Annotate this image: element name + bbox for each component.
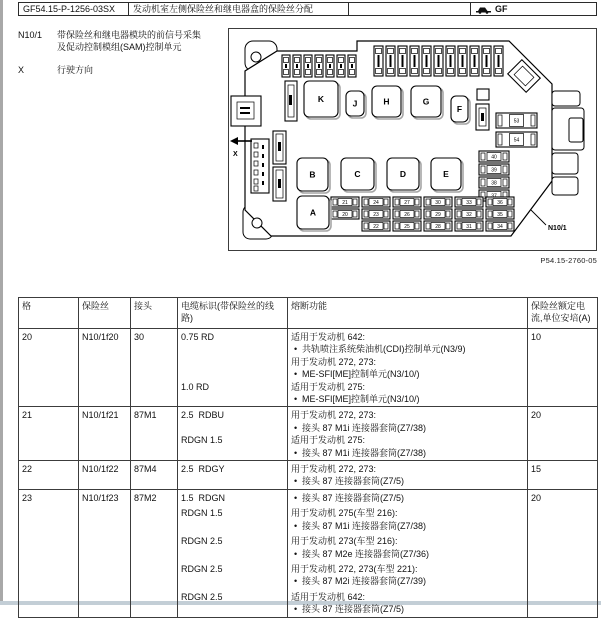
table-row: [19, 407, 598, 461]
svg-text:E: E: [443, 169, 449, 179]
svg-text:53: 53: [513, 118, 520, 125]
svg-text:28: 28: [435, 224, 441, 230]
col-header-cable: 电缆标识(带保险丝的线路): [178, 298, 288, 329]
cell-fuse: N10/1f21: [79, 407, 131, 461]
fuse: [422, 46, 431, 76]
relay-slot: [273, 167, 286, 201]
svg-text:30: 30: [435, 200, 441, 206]
svg-text:22: 22: [373, 224, 379, 230]
fuse: [410, 46, 419, 76]
fuse: [398, 46, 407, 76]
cell-fuse: N10/1f22: [79, 461, 131, 490]
cell-cable: 2.5 RDBU RDGN 1.5: [178, 407, 288, 461]
fuse: [386, 46, 395, 76]
svg-text:J: J: [352, 98, 358, 109]
fuse: [331, 197, 359, 207]
relay-j: [346, 91, 366, 118]
page-left-edge: [0, 0, 3, 605]
svg-text:A: A: [309, 207, 317, 218]
box-label: N10/1: [548, 225, 567, 232]
col-header-function: 熔断功能: [288, 298, 528, 329]
fuse: [496, 132, 537, 147]
relay-d: [387, 158, 421, 192]
cell-fuse: N10/1f23: [79, 489, 131, 617]
cell-cable: 0.75 RD 1.0 RD: [178, 329, 288, 407]
pin-connector: [251, 139, 269, 193]
svg-text:33: 33: [466, 200, 472, 206]
fuse: [482, 46, 491, 76]
fuse: [434, 46, 443, 76]
legend-value: 行驶方向: [57, 65, 94, 75]
svg-text:24: 24: [373, 200, 379, 206]
small-fuse-block: [476, 89, 489, 130]
fuse: [479, 164, 509, 175]
fuse: [479, 151, 509, 162]
table-row: [19, 461, 598, 490]
cell-cable: 2.5 RDGY: [178, 461, 288, 490]
cell-function: 适用于发动机 642: • 共轨喷注系统柴油机(CDI)控制单元(N3/9) 用于发动机 272, 273: • ME-SFI[ME]控制单元(N3/10/) 适用于发动机 275: • ME-SFI[ME]控制单元(N3/10/): [288, 329, 528, 407]
relay-f: [451, 96, 470, 124]
relay-e: [431, 158, 463, 192]
fuse: [374, 46, 383, 76]
col-header-terminal: 接头: [131, 298, 178, 329]
fuse: [337, 55, 345, 77]
legend-key: X: [18, 65, 25, 75]
svg-text:26: 26: [404, 212, 410, 218]
fuse: [470, 46, 479, 76]
table-row: [19, 489, 598, 617]
fuse: [348, 55, 356, 77]
fuse: [393, 197, 421, 207]
car-icon: [475, 5, 492, 14]
fuse: [455, 197, 483, 207]
relay-slot: [285, 81, 297, 121]
cell-function: 用于发动机 272, 273: • 接头 87 M1i 连接器套筒(Z7/38) 适用于发动机 275: • 接头 87 M1i 连接器套筒(Z7/38): [288, 407, 528, 461]
cell-terminal: 87M1: [131, 407, 178, 461]
svg-text:D: D: [399, 169, 407, 179]
legend-value: 带保险丝和继电器模块的前信号采集 及促动控制模组(SAM)控制单元: [57, 30, 202, 52]
left-connector-box: [231, 96, 261, 126]
svg-text:39: 39: [491, 167, 497, 174]
direction-label: X: [233, 151, 238, 158]
cell-grid: 22: [19, 461, 79, 490]
fuse: [293, 55, 301, 77]
fuse: [486, 197, 514, 207]
fuse: [486, 221, 514, 231]
cell-terminal: 87M2: [131, 489, 178, 617]
svg-text:F: F: [456, 104, 463, 114]
fuse: [326, 55, 334, 77]
cell-function: 用于发动机 272, 273: • 接头 87 连接器套筒(Z7/5): [288, 461, 528, 490]
fuse: [446, 46, 455, 76]
section-label: GF: [495, 3, 508, 14]
col-header-fuse: 保险丝: [79, 298, 131, 329]
svg-text:40: 40: [491, 154, 497, 161]
header-bar: [18, 2, 597, 16]
fuse: [424, 197, 452, 207]
relay-b: [297, 158, 330, 193]
fuse: [362, 221, 390, 231]
svg-text:29: 29: [435, 212, 441, 218]
relay-c: [341, 158, 376, 192]
relay-h: [372, 86, 403, 119]
fuse: [496, 113, 537, 128]
svg-text:25: 25: [404, 224, 410, 230]
cell-amps: 20: [528, 489, 598, 617]
svg-text:20: 20: [342, 212, 348, 218]
fuse: [458, 46, 467, 76]
svg-text:54: 54: [513, 137, 520, 144]
fusebox-diagram: [229, 29, 596, 250]
col-header-amps: 保险丝额定电流,单位安培(A): [528, 298, 598, 329]
legend-key: N10/1: [18, 30, 43, 40]
table-header-row: [19, 298, 598, 329]
document-title: 发动机室左侧保险丝和继电器盒的保险丝分配: [129, 3, 349, 15]
svg-text:B: B: [309, 169, 316, 180]
relay-a: [297, 196, 331, 231]
svg-text:G: G: [422, 96, 430, 107]
cell-amps: 10: [528, 329, 598, 407]
cell-grid: 20: [19, 329, 79, 407]
fusebox-figure-frame: [228, 28, 597, 251]
relay-k: [304, 81, 340, 119]
cell-function: • 接头 87 连接器套筒(Z7/5) 用于发动机 275(车型 216): • 接头 87 M1i 连接器套筒(Z7/38) 用于发动机 273(车型 216): • 接头 87 M2e 连接器套筒(Z7/36) 用于发动机 272, 273(车型 221): • 接头 87 M2i 连接器套筒(Z7/39) 适用于发动机 642: • 接头 87 连接器套筒(Z7/5): [288, 489, 528, 617]
cell-fuse: N10/1f20: [79, 329, 131, 407]
fuse: [455, 209, 483, 219]
col-header-grid: 格: [19, 298, 79, 329]
fuse: [282, 55, 290, 77]
fuse-table: [18, 297, 598, 618]
figure-caption: P54.15-2760-05: [540, 256, 597, 265]
svg-text:H: H: [383, 96, 390, 107]
fuse: [455, 221, 483, 231]
svg-text:K: K: [317, 94, 325, 104]
mounting-hole-icon: [252, 218, 262, 228]
cell-grid: 23: [19, 489, 79, 617]
fuse: [331, 209, 359, 219]
fuse: [424, 209, 452, 219]
document-code: GF54.15-P-1256-03SX: [19, 3, 129, 15]
cell-grid: 21: [19, 407, 79, 461]
cell-terminal: 87M4: [131, 461, 178, 490]
fuse: [494, 46, 503, 76]
legend-entry-n101: [18, 30, 223, 53]
fuse-table-body: [19, 329, 598, 618]
relay-g: [411, 86, 443, 119]
svg-text:34: 34: [497, 224, 503, 230]
header-spacer: [349, 3, 471, 15]
section-cell: [471, 3, 596, 15]
table-row: [19, 329, 598, 407]
box-label-pointer: [531, 210, 567, 232]
svg-text:23: 23: [373, 212, 379, 218]
svg-text:38: 38: [491, 180, 497, 187]
legend-entry-x: [18, 65, 223, 77]
fuse: [315, 55, 323, 77]
svg-text:21: 21: [342, 200, 348, 206]
cell-amps: 15: [528, 461, 598, 490]
fuse: [393, 209, 421, 219]
fuse: [486, 209, 514, 219]
legend: [18, 30, 223, 86]
right-edge-tabs: [552, 91, 584, 195]
svg-text:27: 27: [404, 200, 410, 206]
fuse: [362, 197, 390, 207]
fuse: [393, 221, 421, 231]
cell-cable: 1.5 RDGN RDGN 1.5 RDGN 2.5 RDGN 2.5 RDGN 2.5: [178, 489, 288, 617]
fuse: [479, 177, 509, 188]
svg-text:36: 36: [497, 200, 503, 206]
relay-slot: [273, 131, 286, 164]
svg-text:C: C: [354, 169, 361, 179]
svg-text:31: 31: [466, 224, 472, 230]
cell-amps: 20: [528, 407, 598, 461]
fuse: [424, 221, 452, 231]
svg-text:32: 32: [466, 212, 472, 218]
fuse: [304, 55, 312, 77]
svg-text:35: 35: [497, 212, 503, 218]
fuse: [362, 209, 390, 219]
cell-terminal: 30: [131, 329, 178, 407]
